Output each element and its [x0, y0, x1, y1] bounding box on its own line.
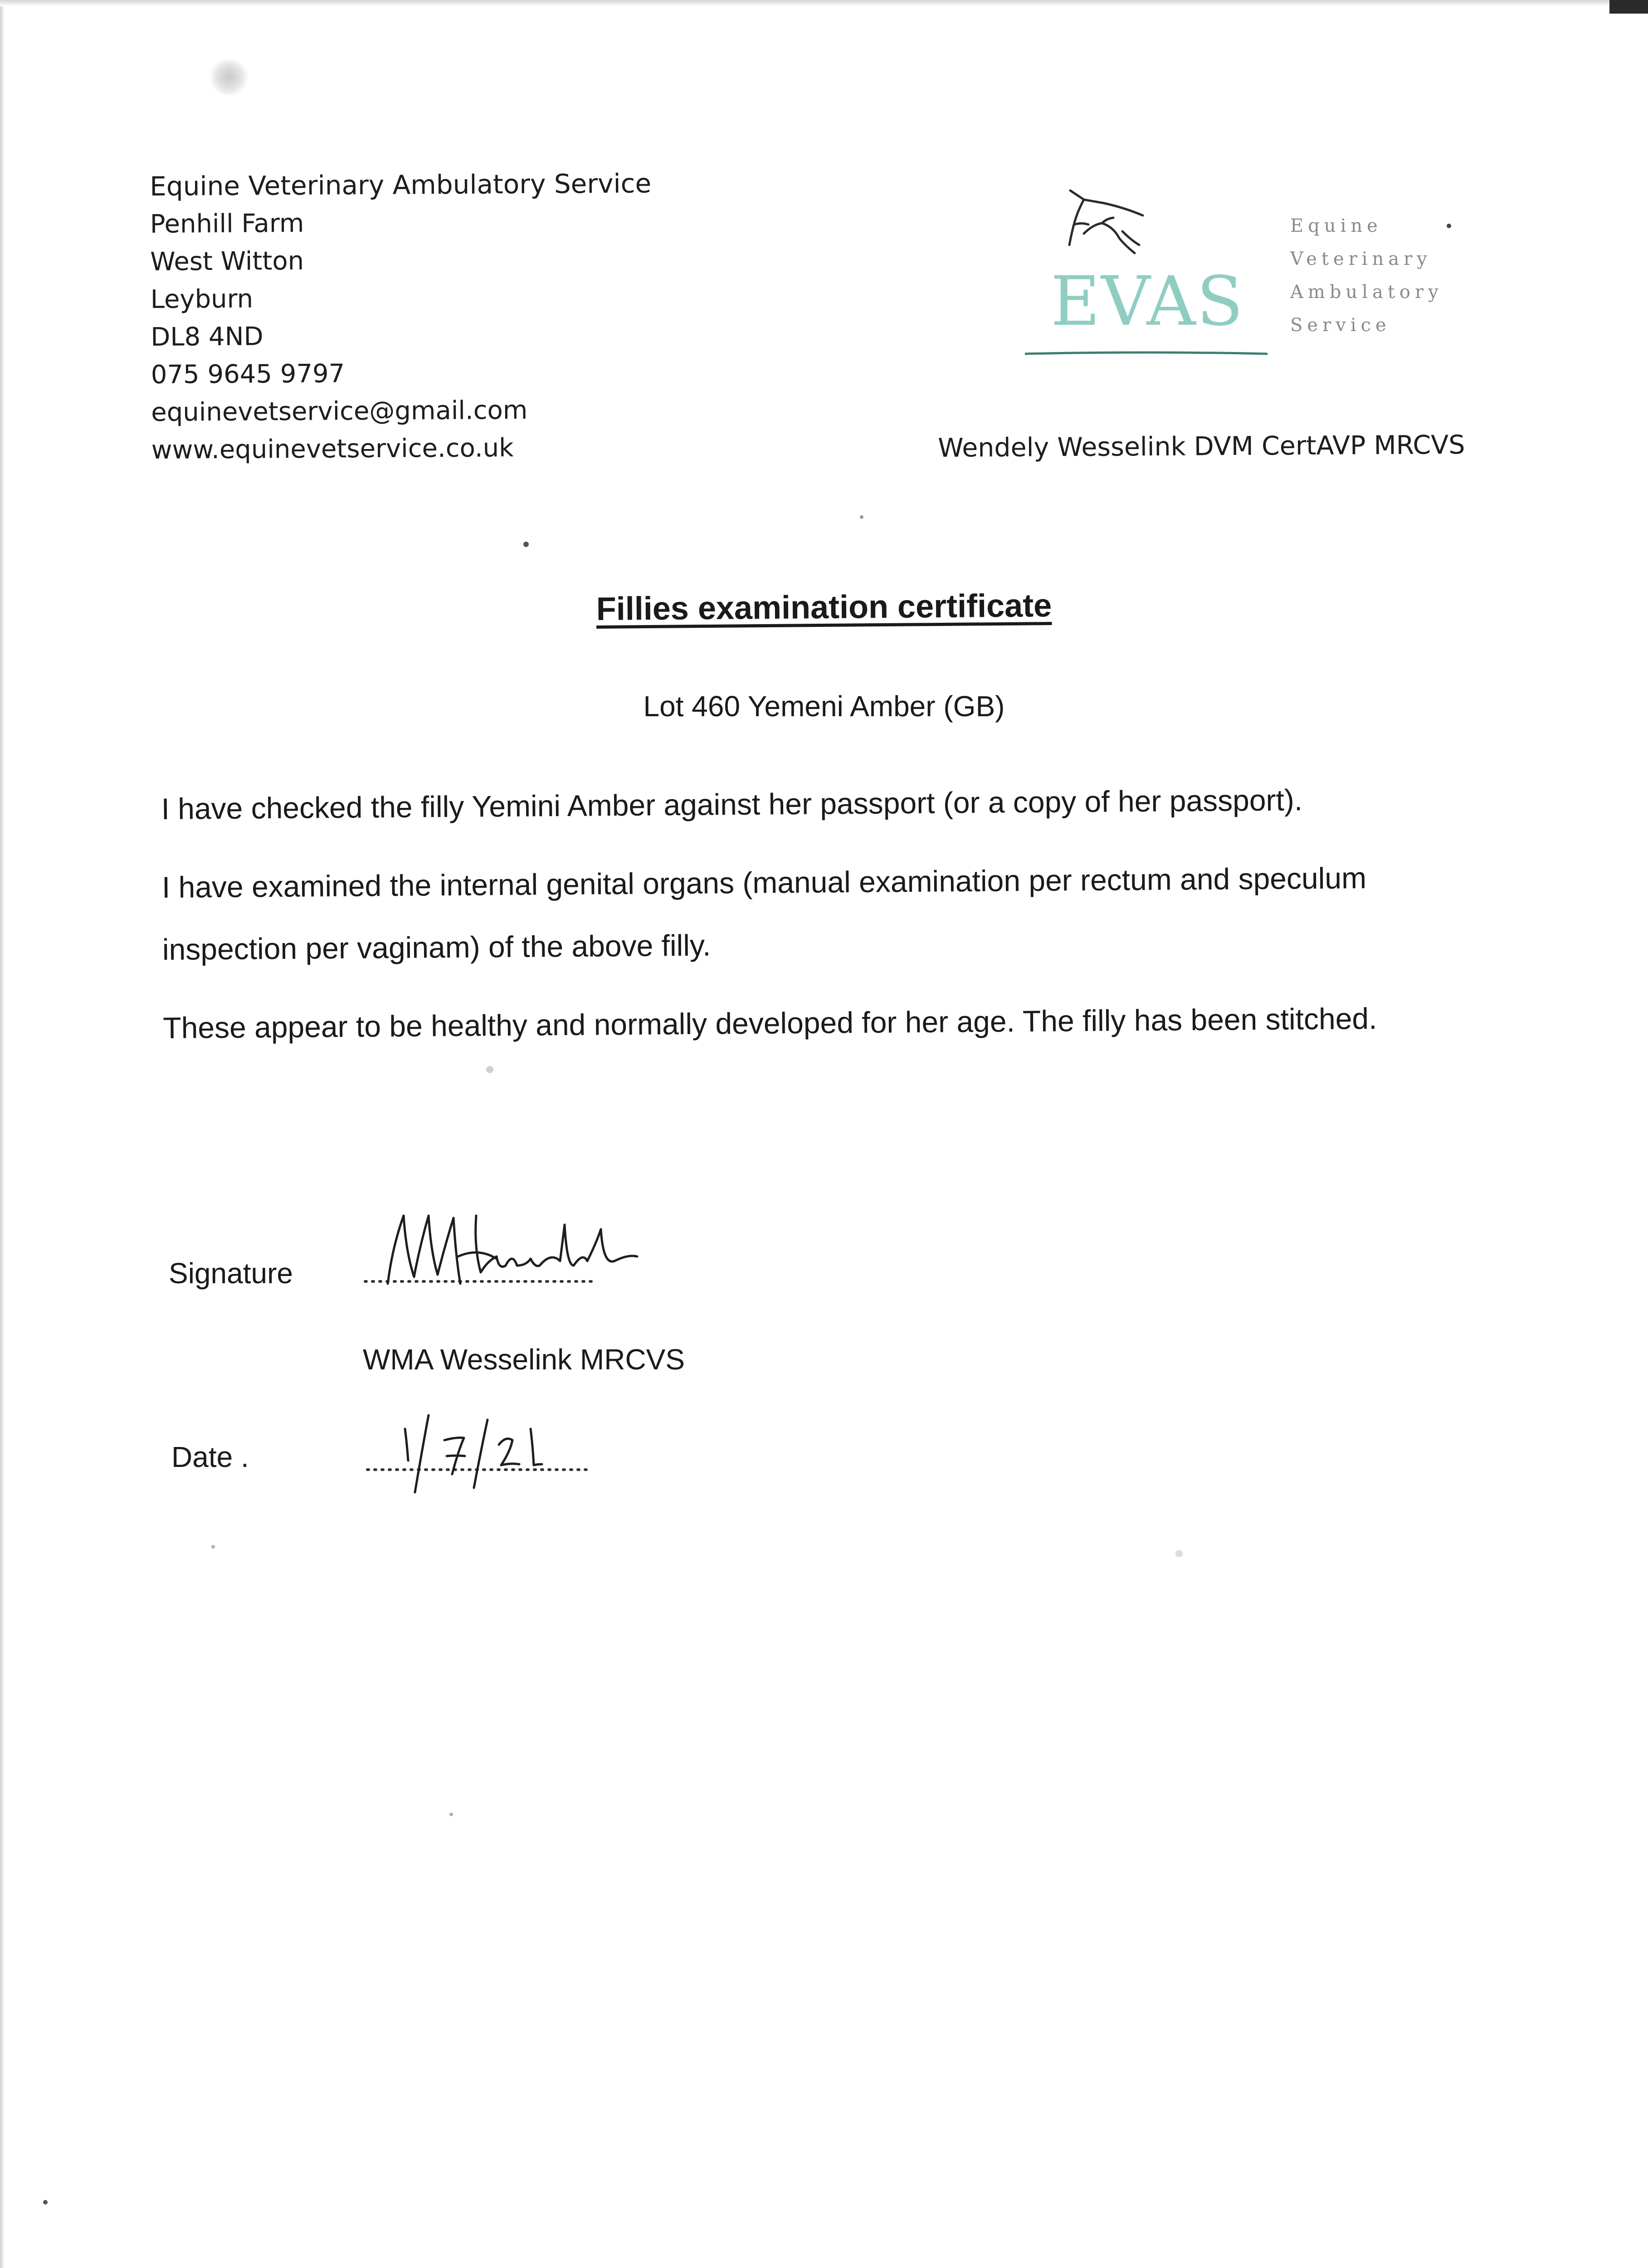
logo-word-equine: Equine	[1290, 215, 1382, 236]
address-line-postcode: DL8 4ND	[151, 322, 263, 352]
paragraph-examination: I have examined the internal genital organs (manual examination per rectum and speculum inspection per vaginam) of the above filly.	[161, 861, 1367, 966]
lot-line: Lot 460 Yemeni Amber (GB)	[643, 690, 1005, 723]
date-label: Date .	[171, 1441, 249, 1473]
address-line-farm: Penhill Farm	[150, 208, 304, 239]
paragraph-conclusion: These appear to be healthy and normally developed for her age. The filly has been stitched.	[163, 1001, 1377, 1045]
logo-word-veterinary: Veterinary	[1290, 249, 1432, 269]
org-name: Equine Veterinary Ambulatory Service	[150, 168, 652, 202]
address-line-village: West Witton	[150, 246, 304, 277]
vet-name: Wendely Wesselink DVM CertAVP MRCVS	[938, 430, 1465, 463]
signature-label: Signature	[169, 1257, 293, 1290]
printed-signer-name: WMA Wesselink MRCVS	[363, 1343, 685, 1376]
phone-number: 075 9645 9797	[151, 359, 345, 390]
paragraph-passport-check: I have checked the filly Yemini Amber against her passport (or a copy of her passport).	[161, 783, 1303, 826]
website-url: www.equinevetservice.co.uk	[151, 433, 514, 465]
email-address: equinevetservice@gmail.com	[151, 395, 528, 427]
evas-acronym: EVAS	[1050, 262, 1244, 341]
address-line-town: Leyburn	[150, 284, 254, 314]
logo-word-ambulatory: Ambulatory	[1290, 282, 1443, 303]
certificate-title: Fillies examination certificate	[596, 587, 1052, 627]
logo-word-service: Service	[1290, 315, 1391, 336]
